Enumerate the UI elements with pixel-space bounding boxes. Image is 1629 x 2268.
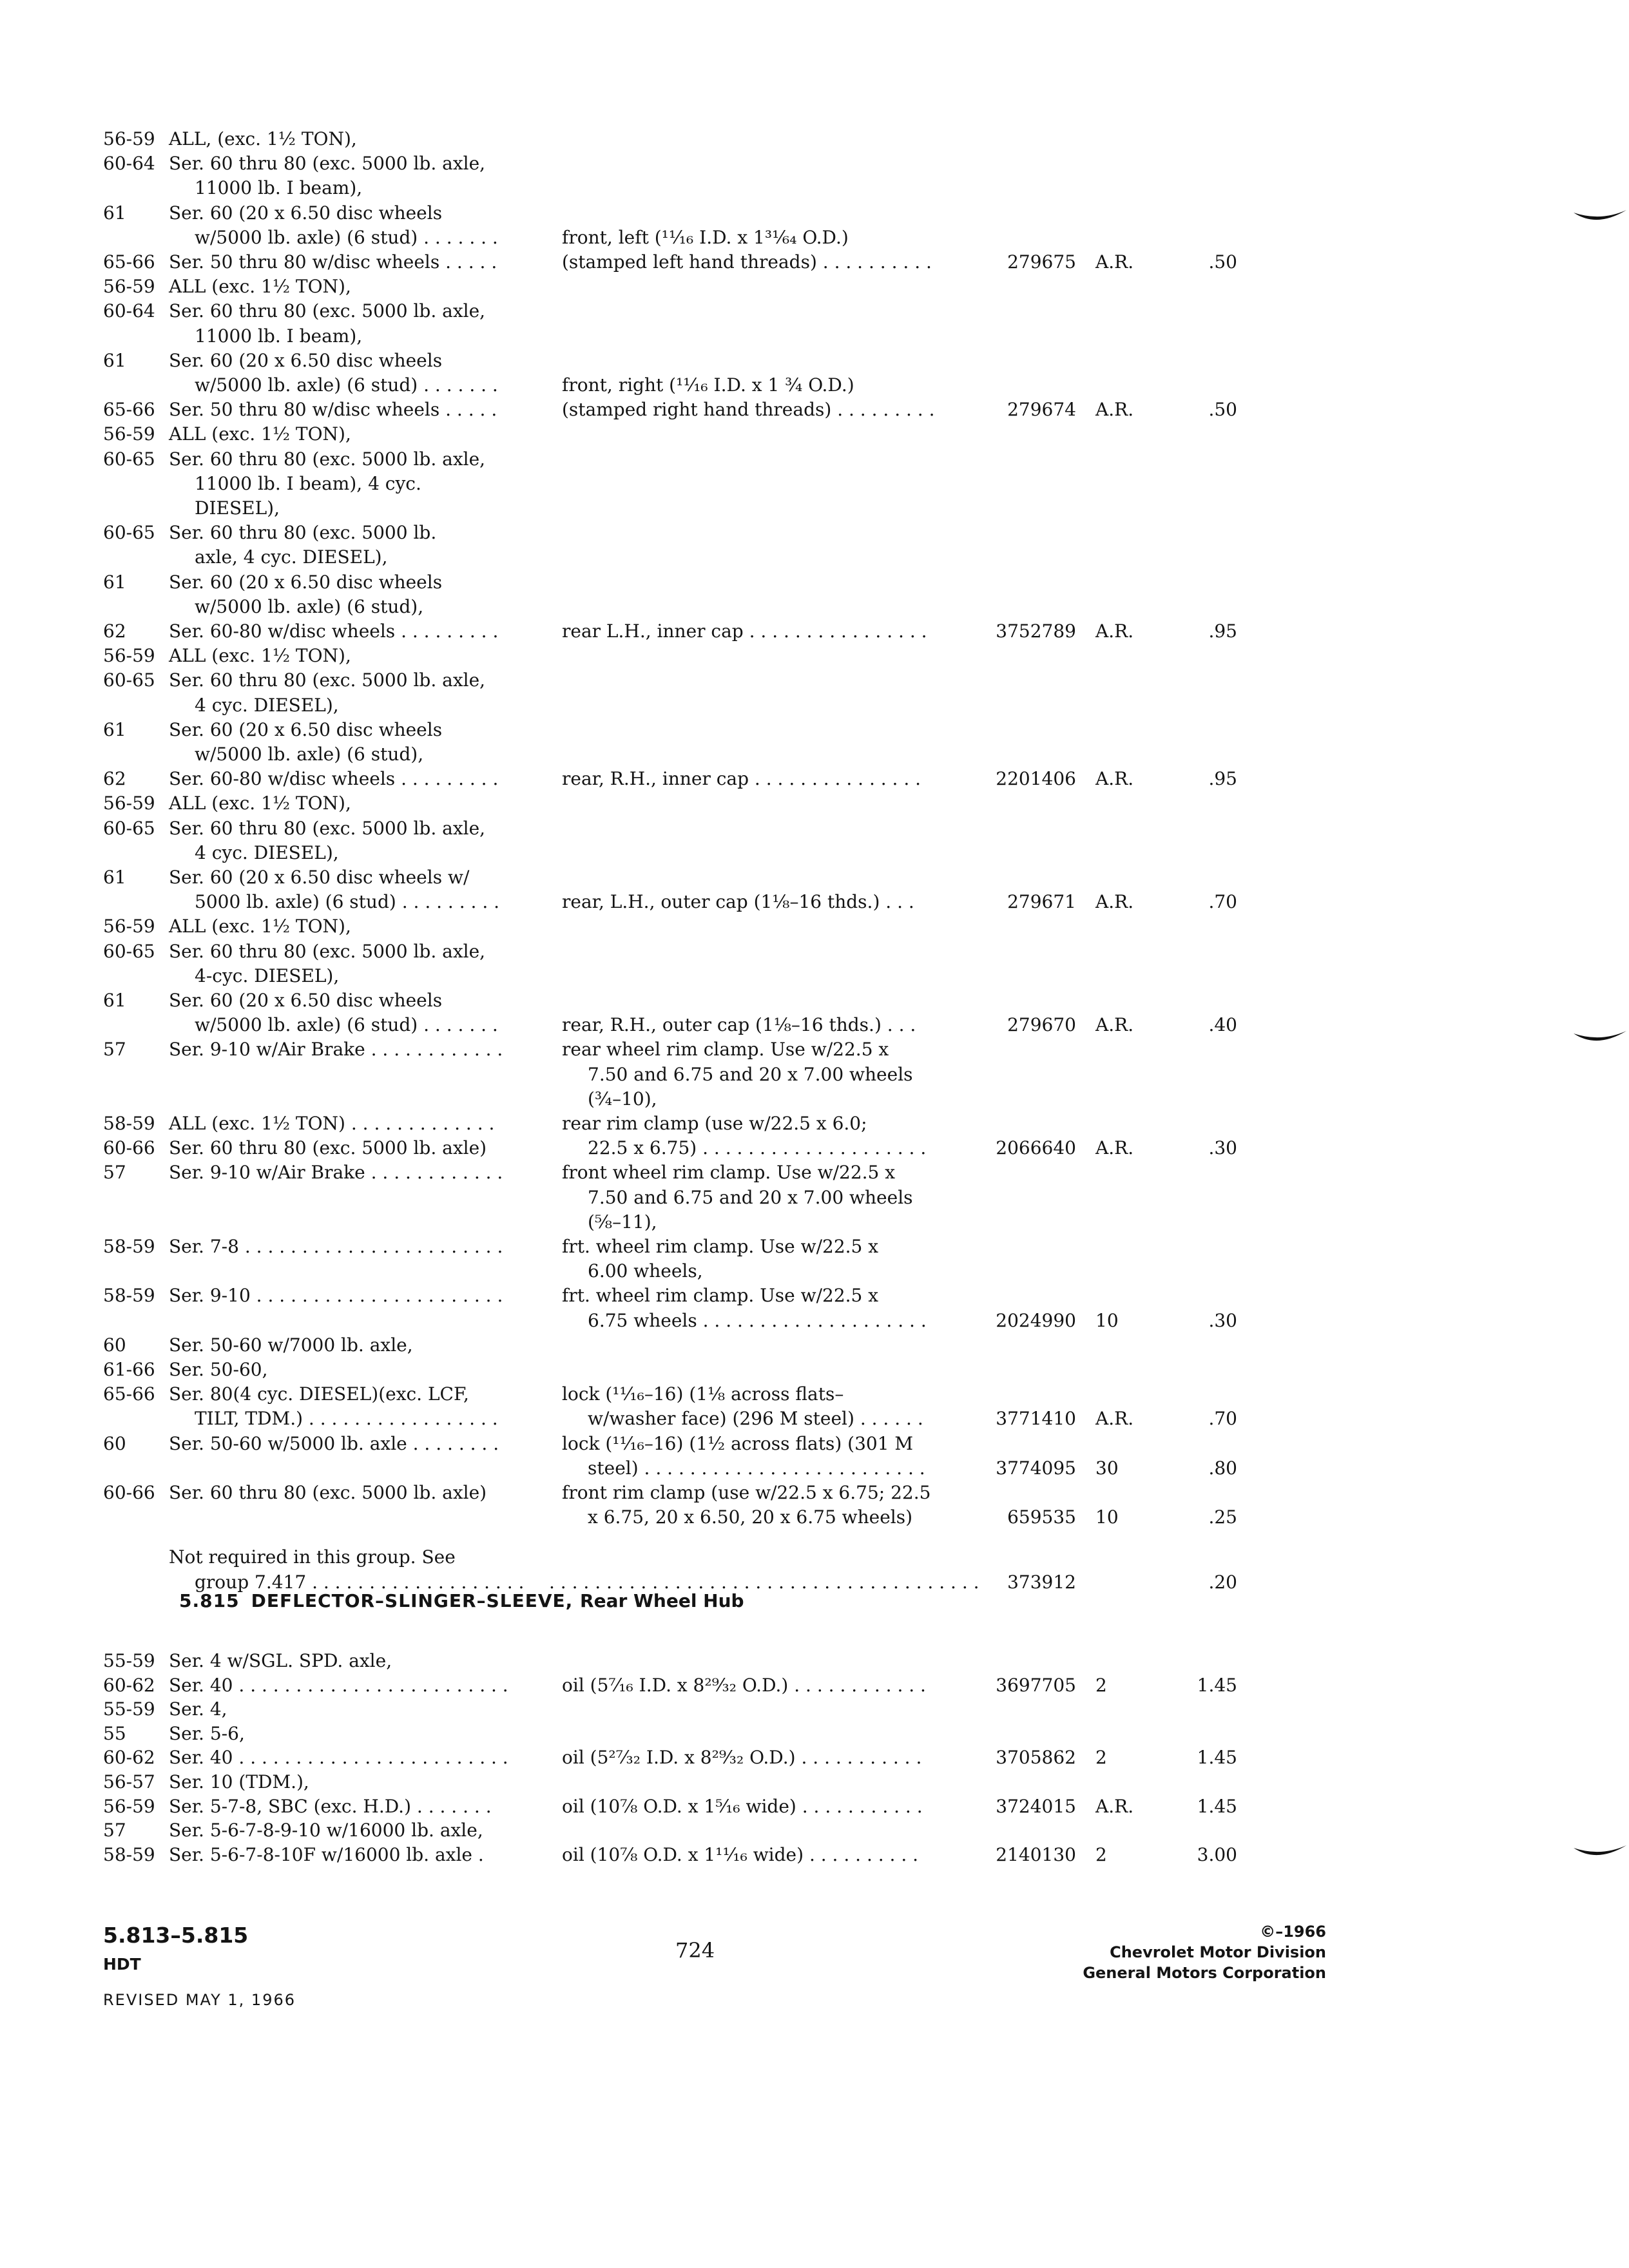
model-year: 60 [103,1432,126,1454]
table-row [0,275,1629,298]
table-row [0,743,1629,766]
page-number: 724 [675,1938,715,1963]
table-row [0,1795,1629,1818]
model-year: 58-59 [103,1113,155,1134]
model-year: 58-59 [103,1236,155,1257]
price: .50 [1208,399,1237,421]
quantity: 10 [1095,1309,1119,1331]
table-row [0,1722,1629,1745]
table-row [0,1546,1629,1569]
table-row [0,792,1629,815]
application: Ser. 60 (20 x 6.50 disc wheels [169,718,443,740]
application: Ser. 5-7-8, SBC (exc. H.D.) . . . . . . . [169,1795,492,1817]
table-row [0,177,1629,200]
model-year: 56-59 [103,645,155,667]
application: w/5000 lb. axle) (6 stud), [195,595,424,617]
model-year: 55-59 [103,1650,155,1671]
table-row [0,1457,1629,1480]
table-row [0,226,1629,249]
application: ALL (exc. 1½ TON), [169,645,351,667]
description: lock (¹¹⁄₁₆–16) (1½ across flats) (301 M [562,1432,914,1454]
table-row [0,1038,1629,1061]
table-row [0,521,1629,544]
table-row [0,890,1629,914]
table-row [0,989,1629,1012]
table-row [0,325,1629,348]
quantity: A.R. [1095,251,1134,273]
table-row [0,767,1629,791]
binder-mark [1571,1030,1629,1045]
table-row [0,1137,1629,1160]
table-row [0,1186,1629,1209]
application: 4 cyc. DIESEL), [195,841,339,863]
table-row [0,1843,1629,1867]
application: ALL (exc. 1½ TON), [169,423,351,445]
model-year: 60 [103,1334,126,1356]
description: (¾–10), [588,1088,657,1110]
model-year: 60-64 [103,153,155,175]
model-year: 61 [103,571,126,593]
application: Ser. 60 thru 80 (exc. 5000 lb. axle, [169,153,486,175]
table-row [0,1161,1629,1184]
description: rear wheel rim clamp. Use w/22.5 x [562,1039,889,1061]
application: Ser. 60 thru 80 (exc. 5000 lb. axle, [169,940,486,962]
quantity: A.R. [1095,891,1134,913]
model-year: 61 [103,718,126,740]
application: ALL (exc. 1½ TON), [169,276,351,298]
section-number: 5.815 [179,1590,240,1611]
table-row [0,1358,1629,1381]
price: 1.45 [1197,1747,1237,1769]
table-row [0,472,1629,495]
application: Ser. 10 (TDM.), [169,1771,309,1792]
quantity: A.R. [1095,1014,1134,1036]
description: (stamped left hand threads) . . . . . . . . . . [562,251,932,273]
application: Ser. 60 thru 80 (exc. 5000 lb. axle, [169,448,486,470]
footer-corporation: General Motors Corporation [1083,1964,1326,1982]
model-year: 60-65 [103,940,155,962]
model-year: 60-66 [103,1137,155,1159]
table-row [0,669,1629,692]
table-row [0,1698,1629,1721]
model-year: 56-59 [103,916,155,937]
table-row [0,546,1629,569]
application: w/5000 lb. axle) (6 stud) . . . . . . . [195,374,498,396]
model-year: 60-62 [103,1674,155,1696]
description: oil (5²⁷⁄₃₂ I.D. x 8²⁹⁄₃₂ O.D.) . . . . . . . . . . . [562,1747,922,1769]
table-row [0,251,1629,274]
table-row [0,915,1629,938]
price: .25 [1208,1506,1237,1528]
table-row [0,497,1629,520]
part-number: 659535 [1007,1506,1076,1528]
table-row [0,866,1629,889]
description: front rim clamp (use w/22.5 x 6.75; 22.5 [562,1482,931,1503]
price: 1.45 [1197,1674,1237,1696]
part-number: 3752789 [996,620,1076,642]
section-subtitle: Rear Wheel Hub [580,1590,744,1611]
description: (⅝–11), [588,1211,657,1233]
price: .40 [1208,1014,1237,1036]
price: .30 [1208,1309,1237,1331]
footer-code: HDT [103,1955,141,1974]
quantity: 2 [1095,1674,1107,1696]
application: Ser. 9-10 w/Air Brake . . . . . . . . . . . . [169,1039,503,1061]
model-year: 61 [103,202,126,224]
application: Ser. 4 w/SGL. SPD. axle, [169,1650,392,1671]
part-number: 279674 [1007,399,1076,421]
application: Ser. 50-60 w/5000 lb. axle . . . . . . . . [169,1432,499,1454]
table-row [0,398,1629,421]
price: .95 [1208,768,1237,790]
application: Ser. 60 thru 80 (exc. 5000 lb. axle, [169,669,486,691]
application: Ser. 60 thru 80 (exc. 5000 lb. axle) [169,1482,487,1503]
application: group 7.417 . . . . . . . . . . . . . . . . . . . [195,1571,525,1593]
model-year: 62 [103,620,126,642]
description: 7.50 and 6.75 and 20 x 7.00 wheels [588,1186,913,1208]
quantity: A.R. [1095,768,1134,790]
model-year: 60-65 [103,817,155,839]
application: Ser. 60 thru 80 (exc. 5000 lb. axle) [169,1137,487,1159]
section-title: DEFLECTOR–SLINGER–SLEEVE, [251,1590,574,1611]
quantity: 30 [1095,1457,1119,1479]
application: Ser. 5-6-7-8-9-10 w/16000 lb. axle, [169,1820,483,1841]
table-row [0,644,1629,668]
application: Ser. 50 thru 80 w/disc wheels . . . . . [169,399,497,421]
table-row [0,1383,1629,1406]
application: axle, 4 cyc. DIESEL), [195,546,388,568]
model-year: 61 [103,990,126,1011]
description: 7.50 and 6.75 and 20 x 7.00 wheels [588,1063,913,1085]
model-year: 65-66 [103,251,155,273]
application: Ser. 80(4 cyc. DIESEL)(exc. LCF, [169,1383,469,1405]
table-row [0,128,1629,151]
application: Ser. 60-80 w/disc wheels . . . . . . . . . [169,620,499,642]
description: (stamped right hand threads) . . . . . . . . . [562,399,935,421]
model-year: 62 [103,768,126,790]
part-number: 3724015 [996,1795,1076,1817]
description: 22.5 x 6.75) . . . . . . . . . . . . . . . . . . . . [588,1137,927,1159]
table-row [0,1771,1629,1794]
table-row [0,152,1629,175]
application: Ser. 5-6, [169,1722,245,1744]
description: front, left (¹¹⁄₁₆ I.D. x 1³¹⁄₆₄ O.D.) [562,226,849,248]
model-year: 65-66 [103,399,155,421]
part-number: 2024990 [996,1309,1076,1331]
description: front wheel rim clamp. Use w/22.5 x [562,1162,896,1184]
model-year: 61 [103,867,126,888]
description: frt. wheel rim clamp. Use w/22.5 x [562,1285,879,1307]
application: Ser. 60 (20 x 6.50 disc wheels w/ [169,867,470,888]
table-row [0,1674,1629,1697]
price: .50 [1208,251,1237,273]
table-row [0,1481,1629,1504]
quantity: 10 [1095,1506,1119,1528]
description: rear, L.H., outer cap (1⅛–16 thds.) . . . [562,891,914,913]
model-year: 56-59 [103,128,155,149]
application: Ser. 60 thru 80 (exc. 5000 lb. axle, [169,300,486,322]
model-year: 55-59 [103,1698,155,1720]
description: oil (10⅞ O.D. x 1¹¹⁄₁₆ wide) . . . . . . . . . . [562,1843,919,1865]
model-year: 56-57 [103,1771,155,1792]
table-row [0,1260,1629,1283]
table-row [0,1407,1629,1430]
quantity: A.R. [1095,1137,1134,1159]
table-row [0,1432,1629,1456]
application: Ser. 60 (20 x 6.50 disc wheels [169,990,443,1011]
part-number: 3705862 [996,1747,1076,1769]
application: w/5000 lb. axle) (6 stud) . . . . . . . [195,226,498,248]
application: ALL (exc. 1½ TON), [169,793,351,814]
application: Ser. 60 (20 x 6.50 disc wheels [169,571,443,593]
application: Ser. 9-10 w/Air Brake . . . . . . . . . . . . [169,1162,503,1184]
model-year: 56-59 [103,276,155,298]
model-year: 57 [103,1039,126,1061]
model-year: 56-59 [103,423,155,445]
description: 6.00 wheels, [588,1260,703,1282]
footer-division: Chevrolet Motor Division [1110,1943,1326,1961]
quantity: 2 [1095,1843,1107,1865]
application: 4 cyc. DIESEL), [195,694,339,716]
table-row [0,694,1629,717]
description: steel) . . . . . . . . . . . . . . . . . . . . . . . . . [588,1457,925,1479]
table-row [0,1649,1629,1673]
model-year: 65-66 [103,1383,155,1405]
description: oil (5⁷⁄₁₆ I.D. x 8²⁹⁄₃₂ O.D.) . . . . . . . . . . . . [562,1674,926,1696]
description: rear L.H., inner cap . . . . . . . . . . . . . . . . [562,620,927,642]
application: Ser. 4, [169,1698,227,1720]
model-year: 60-66 [103,1482,155,1503]
application: 11000 lb. I beam), 4 cyc. [195,472,421,494]
application: 11000 lb. I beam), [195,325,363,347]
description: . . . . . . . . . . . . . . . . . . . . . . . . . . . . . . . . . . . . . . [549,1571,979,1593]
table-row [0,1112,1629,1135]
table-row [0,300,1629,323]
application: Ser. 40 . . . . . . . . . . . . . . . . . . . . . . . . [169,1747,508,1769]
application: Ser. 50-60 w/7000 lb. axle, [169,1334,413,1356]
quantity: A.R. [1095,1795,1134,1817]
table-row [0,595,1629,619]
table-row [0,1235,1629,1258]
price: 3.00 [1197,1843,1237,1865]
description: rear, R.H., inner cap . . . . . . . . . . . . . . . [562,768,921,790]
model-year: 58-59 [103,1285,155,1307]
price: .95 [1208,620,1237,642]
model-year: 55 [103,1722,126,1744]
quantity: A.R. [1095,399,1134,421]
model-year: 61 [103,349,126,371]
application: Ser. 60 thru 80 (exc. 5000 lb. [169,522,437,544]
part-number: 2201406 [996,768,1076,790]
table-row [0,1088,1629,1111]
table-row [0,349,1629,372]
part-number: 279675 [1007,251,1076,273]
table-row [0,1063,1629,1086]
table-row [0,1211,1629,1234]
table-row [0,718,1629,742]
table-row [0,448,1629,471]
table-row [0,1819,1629,1842]
part-number: 2066640 [996,1137,1076,1159]
table-row [0,571,1629,594]
price: .20 [1208,1571,1237,1593]
description: rear, R.H., outer cap (1⅛–16 thds.) . . . [562,1014,916,1036]
application: ALL, (exc. 1½ TON), [169,128,357,149]
model-year: 61-66 [103,1359,155,1380]
model-year: 60-65 [103,448,155,470]
application: Ser. 60 thru 80 (exc. 5000 lb. axle, [169,817,486,839]
table-row [0,423,1629,446]
table-row [0,1309,1629,1332]
application: Ser. 50 thru 80 w/disc wheels . . . . . [169,251,497,273]
application: Ser. 60 (20 x 6.50 disc wheels [169,202,443,224]
application: Ser. 7-8 . . . . . . . . . . . . . . . . . . . . . . . [169,1236,503,1257]
quantity: 2 [1095,1747,1107,1769]
application: TILT, TDM.) . . . . . . . . . . . . . . . . . [195,1408,498,1430]
table-row [0,1506,1629,1529]
price: .30 [1208,1137,1237,1159]
description: w/washer face) (296 M steel) . . . . . . [588,1408,923,1430]
model-year: 57 [103,1162,126,1184]
model-year: 60-65 [103,669,155,691]
application: 11000 lb. I beam), [195,177,363,199]
application: Ser. 60 (20 x 6.50 disc wheels [169,349,443,371]
application: Ser. 9-10 . . . . . . . . . . . . . . . . . . . . . . [169,1285,503,1307]
description: rear rim clamp (use w/22.5 x 6.0; [562,1113,867,1134]
description: front, right (¹¹⁄₁₆ I.D. x 1 ¾ O.D.) [562,374,854,396]
application: ALL (exc. 1½ TON) . . . . . . . . . . . . . [169,1113,495,1134]
footer-copyright: ©–1966 [1260,1923,1326,1941]
description: frt. wheel rim clamp. Use w/22.5 x [562,1236,879,1257]
price: .70 [1208,891,1237,913]
price: .80 [1208,1457,1237,1479]
application: w/5000 lb. axle) (6 stud) . . . . . . . [195,1014,498,1036]
price: .70 [1208,1408,1237,1430]
application: ALL (exc. 1½ TON), [169,916,351,937]
price: 1.45 [1197,1795,1237,1817]
part-number: 3774095 [996,1457,1076,1479]
binder-mark [1571,1844,1629,1860]
part-number: 3697705 [996,1674,1076,1696]
table-row [0,940,1629,963]
model-year: 58-59 [103,1843,155,1865]
table-row [0,202,1629,225]
application: Ser. 40 . . . . . . . . . . . . . . . . . . . . . . . . [169,1674,508,1696]
binder-mark [1571,209,1629,224]
part-number: 3771410 [996,1408,1076,1430]
quantity: A.R. [1095,1408,1134,1430]
application: DIESEL), [195,497,280,519]
model-year: 60-65 [103,522,155,544]
table-row [0,841,1629,865]
part-number: 279670 [1007,1014,1076,1036]
table-row [0,965,1629,988]
model-year: 57 [103,1820,126,1841]
model-year: 60-62 [103,1747,155,1769]
section-heading [179,1590,744,1611]
model-year: 56-59 [103,793,155,814]
description: 6.75 wheels . . . . . . . . . . . . . . . . . . . . [588,1309,927,1331]
application: 4-cyc. DIESEL), [195,965,340,986]
part-number: 279671 [1007,891,1076,913]
application: Ser. 60-80 w/disc wheels . . . . . . . . . [169,768,499,790]
part-number: 2140130 [996,1843,1076,1865]
table-row [0,1014,1629,1037]
quantity: A.R. [1095,620,1134,642]
description: oil (10⅞ O.D. x 1⁵⁄₁₆ wide) . . . . . . . . . . . [562,1795,923,1817]
application: Ser. 5-6-7-8-10F w/16000 lb. axle . [169,1843,484,1865]
footer-range: 5.813–5.815 [103,1923,249,1948]
table-row [0,1334,1629,1357]
description: lock (¹¹⁄₁₆–16) (1⅛ across flats– [562,1383,844,1405]
table-row [0,817,1629,840]
model-year: 60-64 [103,300,155,322]
application: Ser. 50-60, [169,1359,268,1380]
application: w/5000 lb. axle) (6 stud), [195,744,424,765]
table-row [0,620,1629,643]
table-row [0,1746,1629,1769]
model-year: 56-59 [103,1795,155,1817]
footer-revised: REVISED MAY 1, 1966 [103,1991,296,2009]
table-row [0,1284,1629,1307]
description: x 6.75, 20 x 6.50, 20 x 6.75 wheels) [588,1506,913,1528]
table-row [0,374,1629,397]
part-number: 373912 [1007,1571,1076,1593]
application: Not required in this group. See [169,1546,456,1568]
application: 5000 lb. axle) (6 stud) . . . . . . . . . [195,891,500,913]
